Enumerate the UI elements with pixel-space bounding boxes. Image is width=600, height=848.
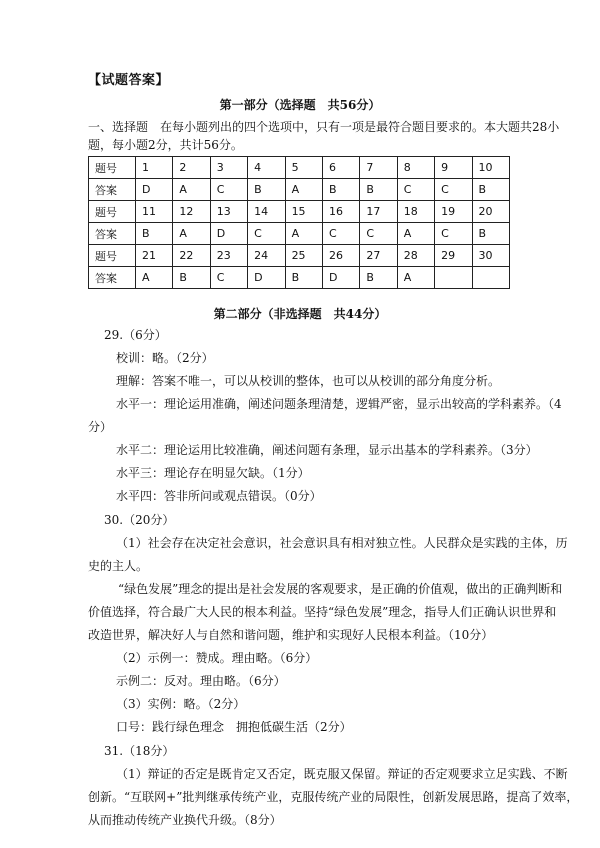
q29-line-1: 校训：略。（2分） (116, 351, 214, 365)
q30-line-2: 史的主人。 (88, 559, 149, 573)
answer-table-cell: 20 (472, 201, 509, 223)
answer-table-cell: A (285, 223, 322, 245)
answer-table-cell: C (210, 267, 247, 289)
answer-table-cell: 4 (248, 157, 285, 179)
answer-table-row (89, 267, 510, 289)
q30-line-8: （3）实例：略。（2分） (116, 697, 246, 711)
q31-line-1: （1）辩证的否定是既肯定又否定，既克服又保留。辩证的否定观要求立足实践、不断 (116, 767, 568, 781)
part2-title: 第二部分（非选择题 共44分） (213, 307, 387, 321)
answer-table-row (89, 201, 510, 223)
answer-table-cell: 6 (322, 157, 359, 179)
answer-table-cell: C (435, 223, 472, 245)
answer-table-cell: 25 (285, 245, 322, 267)
q29-header: 29.（6分） (104, 328, 167, 342)
answer-table-cell: B (472, 223, 509, 245)
answer-table-cell: 24 (248, 245, 285, 267)
answer-table-cell: B (360, 267, 397, 289)
answer-table-cell: 28 (397, 245, 434, 267)
answer-table-cell: 17 (360, 201, 397, 223)
q29-line-5: 水平二：理论运用比较准确，阐述问题有条理，显示出基本的学科素养。（3分） (116, 443, 538, 457)
answer-table-cell: B (285, 267, 322, 289)
answer-table-cell: 11 (136, 201, 173, 223)
answer-table-cell: D (322, 267, 359, 289)
part1-intro-line-2: 题，每小题2分，共计56分。 (88, 138, 243, 152)
answer-table-cell: 27 (360, 245, 397, 267)
answer-table-cell: 9 (435, 157, 472, 179)
q31-line-2: 创新。“互联网+”批判继承传统产业，克服传统产业的局限性，创新发展思路，提高了效率， (88, 790, 579, 804)
q29-line-2: 理解：答案不唯一，可以从校训的整体，也可以从校训的部分角度分析。 (116, 374, 501, 388)
answer-table-cell: A (173, 223, 210, 245)
answer-table-cell: 1 (136, 157, 173, 179)
answer-table-cell: 13 (210, 201, 247, 223)
answer-table-cell: D (136, 179, 173, 201)
q31-line-3: 从而推动传统产业换代升级。（8分） (88, 813, 282, 827)
answer-table-row (89, 223, 510, 245)
q30-line-1: （1）社会存在决定社会意识，社会意识具有相对独立性。人民群众是实践的主体，历 (116, 536, 568, 550)
answer-table-cell (435, 267, 472, 289)
answer-table-row (89, 157, 510, 179)
part1-title: 第一部分（选择题 共56分） (219, 98, 381, 112)
part1-intro-line-1: 一、选择题 在每小题列出的四个选项中，只有一项是最符合题目要求的。本大题共28小 (88, 120, 560, 134)
answer-table-cell: 7 (360, 157, 397, 179)
answer-table-cell: B (248, 179, 285, 201)
answer-table-cell: A (173, 179, 210, 201)
answer-table-cell: 16 (322, 201, 359, 223)
answer-table-row-label: 题号 (89, 201, 136, 223)
q31-header: 31.（18分） (104, 744, 175, 758)
answer-table-cell: 14 (248, 201, 285, 223)
answer-table-row (89, 245, 510, 267)
answer-table-cell: A (397, 223, 434, 245)
q30-line-5: 改造世界，解决好人与自然和谐问题，维护和实现好人民根本利益。（10分） (88, 628, 494, 642)
answer-table-cell: B (360, 179, 397, 201)
answer-table-cell: 22 (173, 245, 210, 267)
answer-table-cell: A (285, 179, 322, 201)
answer-table-cell: 8 (397, 157, 434, 179)
answer-table-row-label: 答案 (89, 179, 136, 201)
answer-table-cell: D (210, 223, 247, 245)
answer-table (88, 156, 510, 289)
answer-table-cell: B (173, 267, 210, 289)
q30-line-7: 示例二：反对。理由略。（6分） (116, 674, 286, 688)
q30-header: 30.（20分） (104, 513, 175, 527)
answer-table-row-label: 答案 (89, 223, 136, 245)
answer-table-cell: C (210, 179, 247, 201)
answer-table-cell: 26 (322, 245, 359, 267)
answer-table-cell: 12 (173, 201, 210, 223)
answer-table-cell: 5 (285, 157, 322, 179)
answer-table-row (89, 179, 510, 201)
answer-table-cell: 21 (136, 245, 173, 267)
q30-line-9: 口号：践行绿色理念 拥抱低碳生活（2分） (116, 720, 352, 734)
answer-heading: 【试题答案】 (88, 73, 170, 88)
answer-table-cell: A (397, 267, 434, 289)
q30-line-4: 价值选择，符合最广大人民的根本利益。坚持“绿色发展”理念，指导人们正确认识世界和 (88, 605, 557, 619)
answer-table-cell: 15 (285, 201, 322, 223)
q29-line-7: 水平四：答非所问或观点错误。（0分） (116, 489, 322, 503)
answer-table-cell: A (136, 267, 173, 289)
q30-line-3: “绿色发展”理念的提出是社会发展的客观要求，是正确的价值观，做出的正确判断和 (118, 582, 563, 596)
answer-table-cell: C (248, 223, 285, 245)
answer-table-cell: C (360, 223, 397, 245)
answer-table-row-label: 题号 (89, 245, 136, 267)
answer-table-cell: B (136, 223, 173, 245)
answer-table-cell: 23 (210, 245, 247, 267)
answer-table-cell: 29 (435, 245, 472, 267)
q30-line-6: （2）示例一：赞成。理由略。（6分） (116, 651, 318, 665)
answer-table-cell: 2 (173, 157, 210, 179)
answer-table-cell: 10 (472, 157, 509, 179)
answer-table-cell: B (322, 179, 359, 201)
answer-table-cell: 30 (472, 245, 509, 267)
answer-table-cell: C (435, 179, 472, 201)
answer-table-cell: D (248, 267, 285, 289)
answer-table-row-label: 答案 (89, 267, 136, 289)
answer-table-cell: 3 (210, 157, 247, 179)
answer-table-cell: 19 (435, 201, 472, 223)
answer-table-cell: C (397, 179, 434, 201)
q29-line-6: 水平三：理论存在明显欠缺。（1分） (116, 466, 310, 480)
q29-line-4: 分） (88, 420, 113, 434)
answer-table-cell: 18 (397, 201, 434, 223)
answer-table-cell: C (322, 223, 359, 245)
q29-line-3: 水平一：理论运用准确，阐述问题条理清楚，逻辑严密，显示出较高的学科素养。（4 (116, 397, 562, 411)
answer-table-row-label: 题号 (89, 157, 136, 179)
answer-table-cell (472, 267, 509, 289)
answer-table-cell: B (472, 179, 509, 201)
